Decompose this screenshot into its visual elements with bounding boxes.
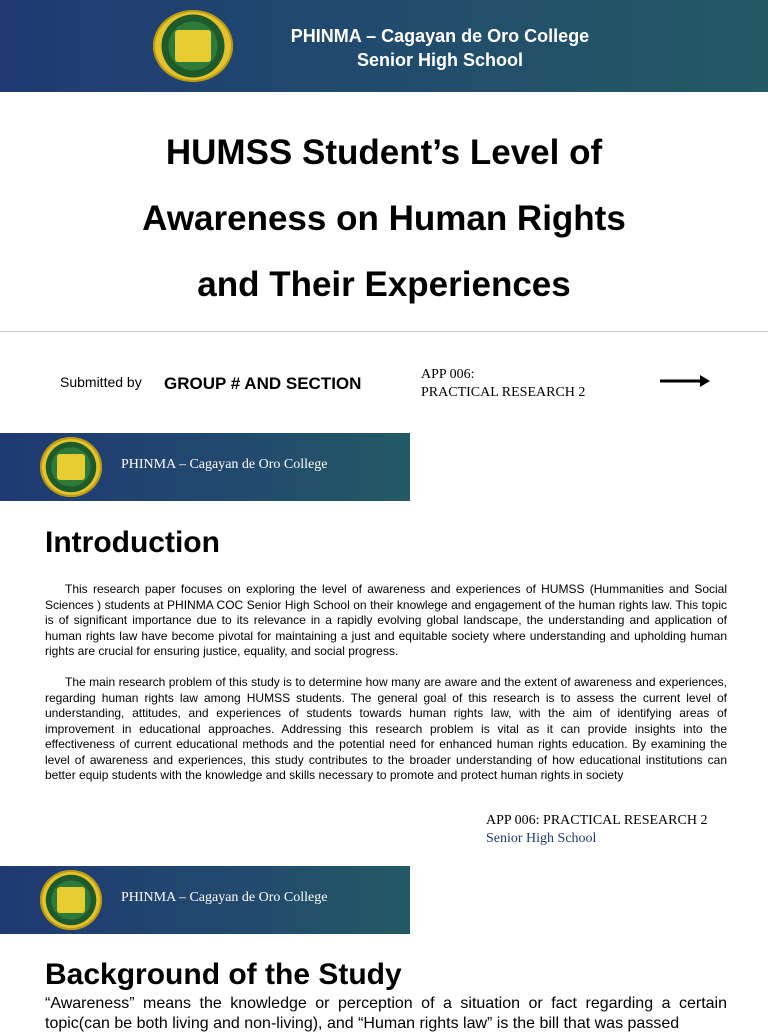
footer-school: Senior High School — [486, 831, 597, 846]
slide2-banner — [0, 433, 410, 501]
slide3-banner-text: PHINMA – Cagayan de Oro College — [121, 890, 328, 905]
slide3-banner — [0, 866, 410, 934]
footer-course: APP 006: PRACTICAL RESEARCH 2 — [486, 813, 708, 828]
group-section: GROUP # AND SECTION — [164, 374, 362, 393]
intro-paragraph-2: The main research problem of this study is to determine how many are aware and the extent of awareness and experiences, regarding human rights law among HUMSS students. The general goal of this research is to assess the current level of understanding, attitudes, and experiences of students towards human rights law, with the aim of identifying areas of improvement in educational approaches. Addressing this research problem is vital as it can provide insights into the effectiveness of current educational methods and the potential need for enhanced human rights education. By examining the level of awareness and experiences, this study contributes to the broader understanding of how educational institutions can better equip students with the knowledge and skills necessary to promote and protect human rights in society — [45, 675, 727, 782]
title-line-1: HUMSS Student’s Level of — [165, 133, 603, 172]
title-line-2: Awareness on Human Rights — [142, 199, 626, 238]
course-code-line-1: APP 006: — [421, 367, 475, 382]
background-heading: Background of the Study — [45, 958, 402, 991]
school-seal-icon — [40, 437, 102, 497]
school-name: Senior High School — [356, 50, 523, 70]
introduction-heading: Introduction — [45, 526, 220, 559]
divider — [0, 331, 768, 332]
intro-paragraph-1: This research paper focuses on exploring the level of awareness and experiences of HUMSS (Hummanities and Social Sciences ) students at PHINMA COC Senior High School on their knowlege and engagement of the human rights law. This topic is of significant importance due to its relevance in a rapidly evolving global landscape, the understanding and application of human rights law have become pivotal for maintaining a just and equitable society where understanding and upholding human rights are crucial for ensuring justice, equality, and social progress. — [45, 582, 727, 658]
slide2-banner-text: PHINMA – Cagayan de Oro College — [121, 457, 328, 472]
banner-title — [240, 24, 640, 72]
document-title — [0, 120, 768, 318]
course-code-line-2: PRACTICAL RESEARCH 2 — [421, 385, 586, 400]
institution-name: PHINMA – Cagayan de Oro College — [290, 26, 590, 46]
right-arrow-icon[interactable] — [660, 372, 710, 390]
header-banner — [0, 0, 768, 92]
school-seal-icon — [153, 10, 233, 82]
title-line-3: and Their Experiences — [197, 265, 571, 304]
slide2-footer — [486, 812, 707, 848]
course-code — [421, 366, 585, 402]
submitted-by-label: Submitted by — [60, 374, 142, 390]
background-paragraph-1: “Awareness” means the knowledge or perception of a situation or fact regarding a certain topic(can be both living and non-living), and “Human rights law” is the bill that was passed — [45, 995, 727, 1032]
school-seal-icon — [40, 870, 102, 930]
